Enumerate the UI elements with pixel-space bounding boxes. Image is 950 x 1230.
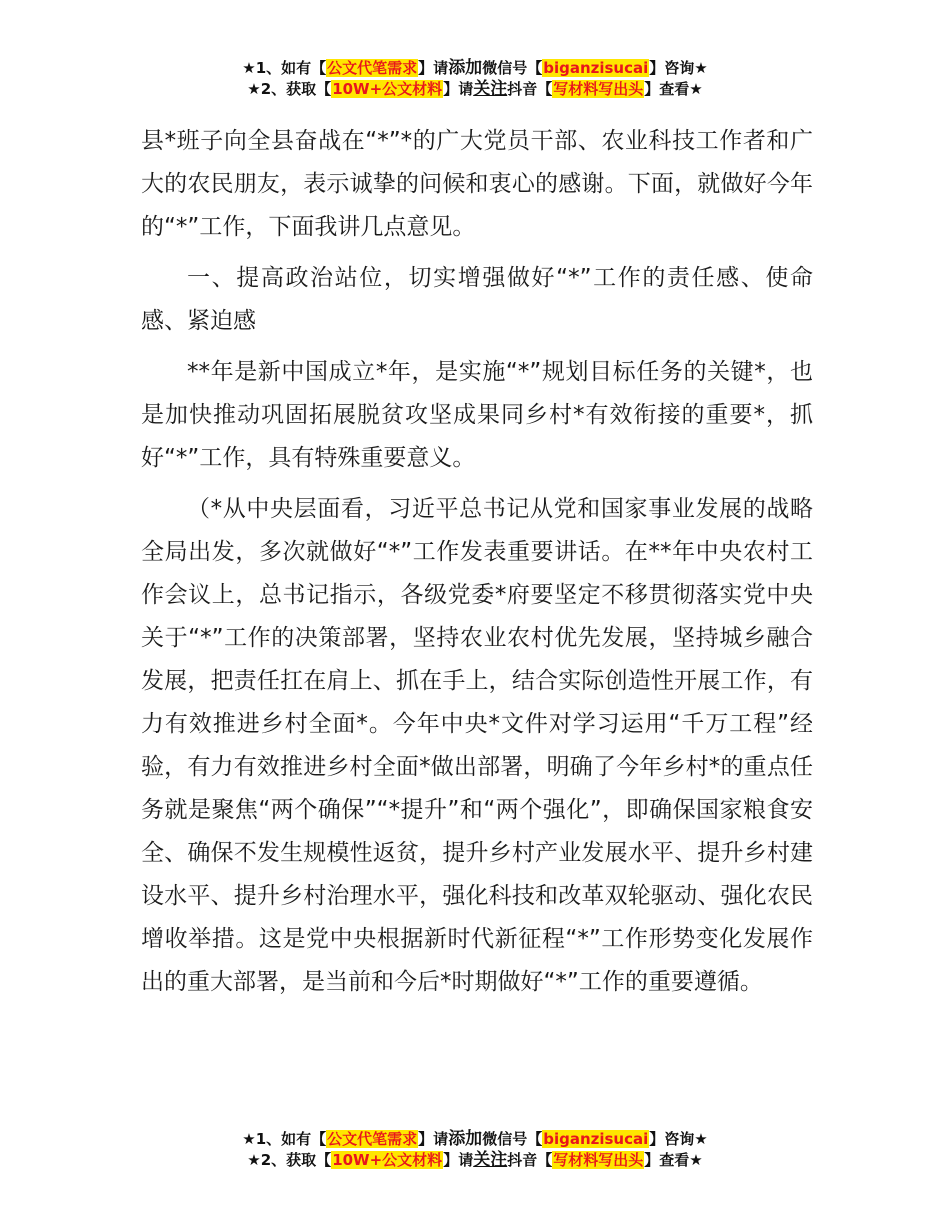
banner-text: 2、获取【: [260, 80, 332, 98]
banner-emphasis: 关注: [473, 79, 508, 99]
banner-text: 抖音【: [507, 1151, 553, 1169]
paragraph-significance: **年是新中国成立*年，是实施“*”规划目标任务的关键*，也是加快推动巩固拓展脱贫攻坚成果同乡村*有效衔接的重要*，抓好“*”工作，具有特殊重要意义。: [141, 359, 813, 471]
banner-text: 】请: [443, 1151, 474, 1169]
banner-text: 】咨询★: [649, 59, 708, 77]
document-body: [141, 120, 813, 1004]
banner-line-1: [0, 1129, 950, 1150]
banner-text: 】请: [443, 80, 474, 98]
banner-text: 抖音【: [507, 80, 553, 98]
header-banner: [0, 58, 950, 100]
highlight-wechat-id: biganzisucai: [543, 59, 649, 77]
banner-line-2: [0, 79, 950, 100]
banner-text: 】请: [418, 59, 449, 77]
highlight-service: 公文代笔需求: [327, 59, 418, 77]
banner-text: 微信号【: [482, 1130, 543, 1148]
star-icon: ★: [247, 80, 261, 98]
banner-text: 1、如有【: [255, 59, 327, 77]
banner-text: 2、获取【: [260, 1151, 332, 1169]
highlight-douyin: 写材料写出头: [553, 80, 644, 98]
star-icon: ★: [247, 1151, 261, 1169]
highlight-douyin: 写材料写出头: [553, 1151, 644, 1169]
banner-text: 微信号【: [482, 59, 543, 77]
highlight-materials: 10W+公文材料: [332, 1151, 443, 1169]
banner-emphasis: 添加: [448, 1129, 483, 1149]
banner-text: 】请: [418, 1130, 449, 1148]
banner-line-1: [0, 58, 950, 79]
banner-emphasis: 关注: [473, 1150, 508, 1170]
banner-text: 】查看★: [644, 80, 703, 98]
star-icon: ★: [242, 1130, 256, 1148]
banner-emphasis: 添加: [448, 58, 483, 78]
section-heading: 一、提高政治站位，切实增强做好“*”工作的责任感、使命感、紧迫感: [141, 265, 813, 334]
star-icon: ★: [242, 59, 256, 77]
highlight-wechat-id: biganzisucai: [543, 1130, 649, 1148]
footer-banner: [0, 1129, 950, 1171]
banner-line-2: [0, 1150, 950, 1171]
banner-text: 1、如有【: [255, 1130, 327, 1148]
highlight-materials: 10W+公文材料: [332, 80, 443, 98]
banner-text: 】查看★: [644, 1151, 703, 1169]
paragraph-intro: 县*班子向全县奋战在“*”*的广大党员干部、农业科技工作者和广大的农民朋友，表示诚挚的问候和衷心的感谢。下面，就做好今年的“*”工作，下面我讲几点意见。: [141, 128, 813, 240]
banner-text: 】咨询★: [649, 1130, 708, 1148]
highlight-service: 公文代笔需求: [327, 1130, 418, 1148]
paragraph-central-level: （*从中央层面看，习近平总书记从党和国家事业发展的战略全局出发，多次就做好“*”工作发表重要讲话。在**年中央农村工作会议上，总书记指示，各级党委*府要坚定不移贯彻落实党中央关于“*”工作的决策部署，坚持农业农村优先发展，坚持城乡融合发展，把责任扛在肩上、抓在手上，结合实际创造性开展工作，有力有效推进乡村全面*。今年中央*文件对学习运用“千万工程”经验，有力有效推进乡村全面*做出部署，明确了今年乡村*的重点任务就是聚焦“两个确保”“*提升”和“两个强化”，即确保国家粮食安全、确保不发生规模性返贫，提升乡村产业发展水平、提升乡村建设水平、提升乡村治理水平，强化科技和改革双轮驱动、强化农民增收举措。这是党中央根据新时代新征程“*”工作形势变化发展作出的重大部署，是当前和今后*时期做好“*”工作的重要遵循。: [141, 496, 813, 995]
